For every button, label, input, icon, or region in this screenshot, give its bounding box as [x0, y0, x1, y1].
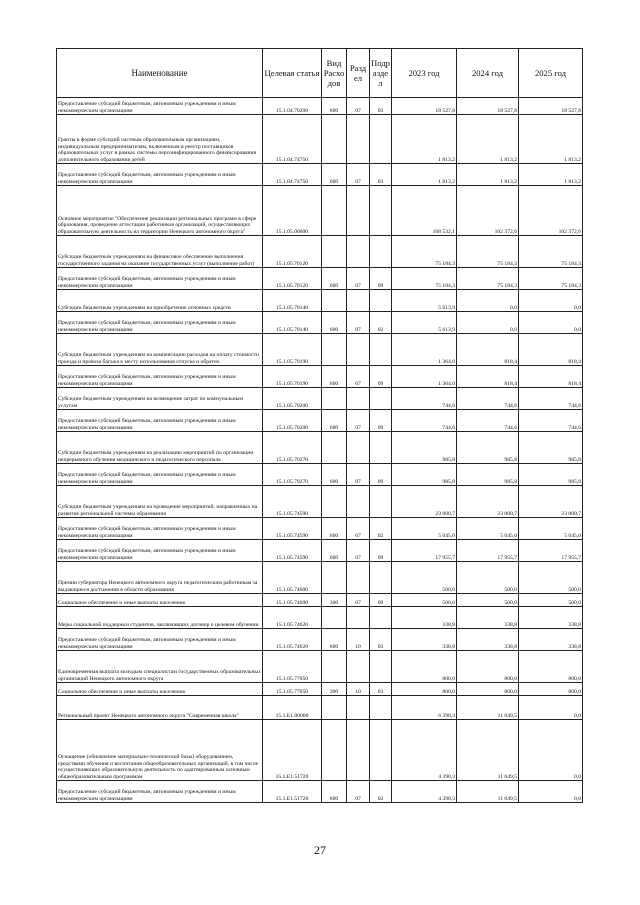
header-year-2023: 2023 год — [392, 49, 457, 98]
row-expense-type-cell — [322, 696, 347, 720]
row-target-article-cell: 15.1.05.74620 — [263, 629, 322, 651]
row-name-cell: Социальное обеспечение и иные выплаты населению — [57, 683, 263, 696]
row-amount-2023-cell: 17 955,7 — [392, 540, 457, 562]
row-name-cell: Гранты в форме субсидий частным образовательным организациям, индивидуальным предпринимателям, включенным в реестр поставщиков образовательных услуг в рамках системы персонифицированного финансирования дополнительного образования детей — [57, 115, 263, 164]
row-amount-2024-cell: 985,8 — [457, 464, 519, 486]
row-amount-2024-cell: 75 184,3 — [457, 236, 519, 268]
table-row — [57, 562, 583, 594]
row-name-cell: Предоставление субсидий бюджетным, автономным учреждениям и иным некоммерческим организациям — [57, 312, 263, 334]
table-row — [57, 629, 583, 651]
row-name-cell: Субсидии бюджетным учреждениям на компенсацию расходов на оплату стоимости проезда и провоза багажа к месту использования отпуска и обратно — [57, 334, 263, 366]
row-amount-2024-cell: 1 813,2 — [457, 164, 519, 186]
row-name-cell: Предоставление субсидий бюджетным, автономным учреждениям и иным некоммерческим организациям — [57, 98, 263, 115]
row-amount-2025-cell: 0,0 — [519, 720, 583, 781]
row-amount-2023-cell: 500,0 — [392, 594, 457, 607]
row-amount-2024-cell: 744,6 — [457, 388, 519, 410]
row-expense-type-cell — [322, 388, 347, 410]
row-subsection-cell: 09 — [370, 366, 392, 388]
row-subsection-cell — [370, 651, 392, 683]
row-section-cell: 07 — [347, 410, 370, 432]
table-row — [57, 518, 583, 540]
row-amount-2024-cell: 11 049,5 — [457, 720, 519, 781]
row-section-cell — [347, 388, 370, 410]
row-expense-type-cell — [322, 186, 347, 236]
row-name-cell: Региональный проект Ненецкого автономного округа "Современная школа" — [57, 696, 263, 720]
row-section-cell — [347, 562, 370, 594]
row-subsection-cell: 02 — [370, 518, 392, 540]
row-expense-type-cell — [322, 334, 347, 366]
row-subsection-cell: 09 — [370, 464, 392, 486]
row-amount-2023-cell: 1 364,0 — [392, 334, 457, 366]
row-subsection-cell: 09 — [370, 540, 392, 562]
row-expense-type-cell — [322, 236, 347, 268]
row-target-article-cell: 15.1.05.74600 — [263, 562, 322, 594]
row-amount-2024-cell: 17 955,7 — [457, 540, 519, 562]
row-amount-2023-cell: 5 045,0 — [392, 518, 457, 540]
row-subsection-cell — [370, 607, 392, 629]
row-amount-2024-cell: 818,4 — [457, 366, 519, 388]
row-expense-type-cell: 600 — [322, 629, 347, 651]
row-target-article-cell: 15.1.05.70190 — [263, 366, 322, 388]
row-expense-type-cell — [322, 290, 347, 312]
row-subsection-cell — [370, 186, 392, 236]
row-section-cell: 07 — [347, 268, 370, 290]
row-subsection-cell: 02 — [370, 781, 392, 803]
row-subsection-cell — [370, 562, 392, 594]
row-amount-2023-cell: 338,8 — [392, 607, 457, 629]
table-header-row — [57, 49, 583, 98]
table-row — [57, 186, 583, 236]
row-target-article-cell: 15.1.E1.00000 — [263, 696, 322, 720]
row-amount-2024-cell: 102 372,6 — [457, 186, 519, 236]
row-amount-2025-cell: 744,6 — [519, 388, 583, 410]
row-subsection-cell: 09 — [370, 410, 392, 432]
row-name-cell: Субсидии бюджетным учреждениям на возмещение затрат по коммунальным услугам — [57, 388, 263, 410]
row-target-article-cell: 15.1.05.70190 — [263, 334, 322, 366]
header-subsection: Подр азде л — [370, 49, 392, 98]
row-amount-2024-cell: 500,0 — [457, 594, 519, 607]
header-year-2025: 2025 год — [519, 49, 583, 98]
row-name-cell: Предоставление субсидий бюджетным, автономным учреждениям и иным некоммерческим организациям — [57, 164, 263, 186]
row-expense-type-cell — [322, 651, 347, 683]
row-amount-2024-cell: 23 000,7 — [457, 486, 519, 518]
row-section-cell — [347, 334, 370, 366]
row-name-cell: Основное мероприятие "Обеспечение реализации региональных программ в сфере образования, проведение аттестации работников организаций, осуществляющих образовательную деятельность на территории Ненецкого автономного округа" — [57, 186, 263, 236]
row-expense-type-cell: 600 — [322, 518, 347, 540]
row-section-cell: 07 — [347, 312, 370, 334]
row-section-cell: 07 — [347, 464, 370, 486]
table-row — [57, 432, 583, 464]
row-amount-2023-cell: 338,8 — [392, 629, 457, 651]
row-section-cell: 07 — [347, 164, 370, 186]
row-section-cell: 07 — [347, 98, 370, 115]
row-amount-2024-cell: 18 527,8 — [457, 98, 519, 115]
row-amount-2024-cell: 75 184,3 — [457, 268, 519, 290]
row-name-cell: Субсидии бюджетным учреждениям на приобретение основных средств — [57, 290, 263, 312]
row-amount-2023-cell: 1 813,2 — [392, 164, 457, 186]
row-expense-type-cell — [322, 432, 347, 464]
row-target-article-cell: 15.1.05.70270 — [263, 464, 322, 486]
table-row — [57, 164, 583, 186]
row-amount-2025-cell: 985,8 — [519, 464, 583, 486]
table-row — [57, 312, 583, 334]
row-name-cell: Предоставление субсидий бюджетным, автономным учреждениям и иным некоммерческим организациям — [57, 366, 263, 388]
table-row — [57, 651, 583, 683]
row-amount-2023-cell: 6 390,3 — [392, 696, 457, 720]
row-amount-2024-cell: 338,8 — [457, 607, 519, 629]
row-section-cell — [347, 236, 370, 268]
row-name-cell: Предоставление субсидий бюджетным, автономным учреждениям и иным некоммерческим организациям — [57, 781, 263, 803]
row-amount-2024-cell: 11 049,5 — [457, 696, 519, 720]
row-amount-2023-cell: 800,0 — [392, 651, 457, 683]
row-target-article-cell: 15.1.04.74750 — [263, 115, 322, 164]
row-amount-2025-cell: 800,0 — [519, 651, 583, 683]
table-row — [57, 268, 583, 290]
table-row — [57, 236, 583, 268]
row-amount-2023-cell: 75 184,3 — [392, 268, 457, 290]
table-row — [57, 683, 583, 696]
row-target-article-cell: 15.1.05.74600 — [263, 594, 322, 607]
row-amount-2023-cell: 500,0 — [392, 562, 457, 594]
row-amount-2025-cell: 338,8 — [519, 629, 583, 651]
row-amount-2025-cell: 75 184,3 — [519, 268, 583, 290]
row-subsection-cell — [370, 290, 392, 312]
table-row — [57, 410, 583, 432]
row-expense-type-cell: 600 — [322, 410, 347, 432]
row-amount-2023-cell: 5 613,9 — [392, 312, 457, 334]
row-amount-2024-cell: 818,4 — [457, 334, 519, 366]
row-amount-2023-cell: 800,0 — [392, 683, 457, 696]
table-row — [57, 115, 583, 164]
row-amount-2025-cell: 5 045,0 — [519, 518, 583, 540]
header-name: Наименование — [57, 49, 263, 98]
row-amount-2025-cell: 744,6 — [519, 410, 583, 432]
table-body — [57, 98, 583, 803]
row-name-cell: Предоставление субсидий бюджетным, автономным учреждениям и иным некоммерческим организациям — [57, 629, 263, 651]
row-section-cell — [347, 651, 370, 683]
row-target-article-cell: 15.1.05.74590 — [263, 486, 322, 518]
row-target-article-cell: 15.1.04.70200 — [263, 98, 322, 115]
table-row — [57, 594, 583, 607]
row-amount-2025-cell: 1 813,2 — [519, 164, 583, 186]
row-name-cell: Субсидии бюджетным учреждениям на финансовое обеспечение выполнения государственного задания на оказание государственных услуг (выполнение работ) — [57, 236, 263, 268]
row-target-article-cell: 15.1.05.70120 — [263, 236, 322, 268]
row-expense-type-cell: 600 — [322, 98, 347, 115]
row-target-article-cell: 15.1.E1.51720 — [263, 720, 322, 781]
row-subsection-cell: 03 — [370, 98, 392, 115]
row-amount-2025-cell: 0,0 — [519, 781, 583, 803]
row-amount-2025-cell: 818,4 — [519, 366, 583, 388]
row-amount-2023-cell: 4 390,3 — [392, 720, 457, 781]
row-name-cell: Оснащение (обновление материально-технической базы) оборудованием, средствами обучения и воспитания общеобразовательных организаций, в том числе осуществляющих образовательную деятельность по адаптированным основным общеобразовательным программам — [57, 720, 263, 781]
row-name-cell: Премии губернатора Ненецкого автономного округа педагогическим работникам за выдающиеся достижения в области образования — [57, 562, 263, 594]
row-amount-2023-cell: 5 613,9 — [392, 290, 457, 312]
table-row — [57, 98, 583, 115]
row-target-article-cell: 15.1.05.70200 — [263, 388, 322, 410]
row-target-article-cell: 15.1.05.77050 — [263, 683, 322, 696]
row-expense-type-cell: 600 — [322, 366, 347, 388]
row-subsection-cell: 09 — [370, 268, 392, 290]
table-row — [57, 486, 583, 518]
row-expense-type-cell: 600 — [322, 268, 347, 290]
row-name-cell: Субсидии бюджетным учреждениям на проведение мероприятий, направленных на развитие региональной системы образования — [57, 486, 263, 518]
row-section-cell — [347, 720, 370, 781]
row-subsection-cell — [370, 696, 392, 720]
row-amount-2023-cell: 1 364,0 — [392, 366, 457, 388]
row-amount-2025-cell: 17 955,7 — [519, 540, 583, 562]
row-expense-type-cell: 600 — [322, 464, 347, 486]
row-name-cell: Предоставление субсидий бюджетным, автономным учреждениям и иным некоммерческим организациям — [57, 518, 263, 540]
row-name-cell: Меры социальной поддержки студентов, заключивших договор о целевом обучении — [57, 607, 263, 629]
row-amount-2024-cell: 744,6 — [457, 410, 519, 432]
row-amount-2024-cell: 985,8 — [457, 432, 519, 464]
row-expense-type-cell: 300 — [322, 594, 347, 607]
row-amount-2023-cell: 108 532,1 — [392, 186, 457, 236]
row-target-article-cell: 15.1.05.70140 — [263, 312, 322, 334]
row-subsection-cell: 03 — [370, 683, 392, 696]
row-expense-type-cell: 600 — [322, 312, 347, 334]
row-expense-type-cell: 600 — [322, 164, 347, 186]
row-amount-2025-cell: 75 184,3 — [519, 236, 583, 268]
row-name-cell: Предоставление субсидий бюджетным, автономным учреждениям и иным некоммерческим организациям — [57, 410, 263, 432]
row-amount-2025-cell: 0,0 — [519, 290, 583, 312]
row-amount-2025-cell: 1 813,2 — [519, 115, 583, 164]
row-subsection-cell — [370, 720, 392, 781]
row-subsection-cell — [370, 388, 392, 410]
row-amount-2023-cell: 1 813,2 — [392, 115, 457, 164]
table-row — [57, 334, 583, 366]
row-amount-2023-cell: 18 527,8 — [392, 98, 457, 115]
table-row — [57, 607, 583, 629]
table-row — [57, 540, 583, 562]
row-expense-type-cell: 600 — [322, 540, 347, 562]
row-section-cell — [347, 115, 370, 164]
row-section-cell: 07 — [347, 781, 370, 803]
row-subsection-cell — [370, 486, 392, 518]
row-target-article-cell: 15.1.05.70140 — [263, 290, 322, 312]
row-name-cell: Субсидии бюджетным учреждениям на реализацию мероприятий по организации непрерывного обучения медицинского и педагогического персонала — [57, 432, 263, 464]
row-amount-2024-cell: 500,0 — [457, 562, 519, 594]
table-row — [57, 464, 583, 486]
header-target-article: Целевая статья — [263, 49, 322, 98]
row-subsection-cell: 03 — [370, 629, 392, 651]
row-target-article-cell: 15.1.05.00000 — [263, 186, 322, 236]
row-subsection-cell — [370, 334, 392, 366]
row-name-cell: Социальное обеспечение и иные выплаты населению — [57, 594, 263, 607]
row-amount-2023-cell: 985,8 — [392, 432, 457, 464]
row-amount-2023-cell: 4 390,3 — [392, 781, 457, 803]
row-name-cell: Единовременная выплата молодым специалистам государственных образовательных организаций Ненецкого автономного округа — [57, 651, 263, 683]
row-amount-2025-cell: 102 372,6 — [519, 186, 583, 236]
row-amount-2023-cell: 985,8 — [392, 464, 457, 486]
header-expense-type: Вид Расхо дов — [322, 49, 347, 98]
row-amount-2024-cell: 5 045,0 — [457, 518, 519, 540]
row-amount-2024-cell: 1 813,2 — [457, 115, 519, 164]
row-subsection-cell — [370, 115, 392, 164]
row-name-cell: Предоставление субсидий бюджетным, автономным учреждениям и иным некоммерческим организациям — [57, 268, 263, 290]
row-section-cell — [347, 186, 370, 236]
row-target-article-cell: 15.1.05.77050 — [263, 651, 322, 683]
row-target-article-cell: 15.1.05.70270 — [263, 432, 322, 464]
row-expense-type-cell — [322, 562, 347, 594]
table-row — [57, 388, 583, 410]
row-amount-2023-cell: 744,6 — [392, 388, 457, 410]
table-row — [57, 290, 583, 312]
row-target-article-cell: 15.1.05.70200 — [263, 410, 322, 432]
row-target-article-cell: 15.1.05.74590 — [263, 518, 322, 540]
row-target-article-cell: 15.1.05.74590 — [263, 540, 322, 562]
row-amount-2025-cell: 338,8 — [519, 607, 583, 629]
row-expense-type-cell — [322, 720, 347, 781]
row-amount-2024-cell: 11 049,5 — [457, 781, 519, 803]
row-target-article-cell: 15.1.05.74620 — [263, 607, 322, 629]
row-subsection-cell: 02 — [370, 312, 392, 334]
row-expense-type-cell: 300 — [322, 683, 347, 696]
row-amount-2024-cell: 800,0 — [457, 683, 519, 696]
row-amount-2025-cell: 18 527,8 — [519, 98, 583, 115]
row-amount-2024-cell: 800,0 — [457, 651, 519, 683]
row-section-cell: 10 — [347, 629, 370, 651]
header-section: Разд ел — [347, 49, 370, 98]
row-expense-type-cell — [322, 115, 347, 164]
row-subsection-cell: 03 — [370, 164, 392, 186]
row-expense-type-cell: 600 — [322, 781, 347, 803]
row-amount-2025-cell: 0,0 — [519, 696, 583, 720]
row-amount-2025-cell: 500,0 — [519, 594, 583, 607]
table-row — [57, 696, 583, 720]
row-section-cell — [347, 486, 370, 518]
row-name-cell: Предоставление субсидий бюджетным, автономным учреждениям и иным некоммерческим организациям — [57, 540, 263, 562]
row-name-cell: Предоставление субсидий бюджетным, автономным учреждениям и иным некоммерческим организациям — [57, 464, 263, 486]
row-amount-2025-cell: 818,4 — [519, 334, 583, 366]
row-subsection-cell — [370, 432, 392, 464]
row-amount-2023-cell: 23 000,7 — [392, 486, 457, 518]
row-section-cell — [347, 432, 370, 464]
table-row — [57, 781, 583, 803]
row-section-cell — [347, 290, 370, 312]
row-amount-2025-cell: 800,0 — [519, 683, 583, 696]
row-target-article-cell: 15.1.04.74750 — [263, 164, 322, 186]
row-amount-2025-cell: 500,0 — [519, 562, 583, 594]
row-expense-type-cell — [322, 486, 347, 518]
row-amount-2023-cell: 75 184,3 — [392, 236, 457, 268]
table-row — [57, 366, 583, 388]
budget-table — [56, 48, 583, 803]
page-number: 27 — [314, 843, 326, 857]
row-amount-2024-cell: 0,0 — [457, 290, 519, 312]
row-section-cell: 10 — [347, 683, 370, 696]
row-amount-2025-cell: 985,8 — [519, 432, 583, 464]
row-target-article-cell: 15.1.E1.51720 — [263, 781, 322, 803]
row-section-cell: 07 — [347, 518, 370, 540]
row-amount-2024-cell: 338,8 — [457, 629, 519, 651]
row-amount-2025-cell: 0,0 — [519, 312, 583, 334]
row-section-cell — [347, 696, 370, 720]
row-section-cell: 07 — [347, 540, 370, 562]
row-amount-2025-cell: 23 000,7 — [519, 486, 583, 518]
row-section-cell: 07 — [347, 594, 370, 607]
row-amount-2024-cell: 0,0 — [457, 312, 519, 334]
row-subsection-cell — [370, 236, 392, 268]
row-amount-2023-cell: 744,6 — [392, 410, 457, 432]
row-section-cell — [347, 607, 370, 629]
row-expense-type-cell — [322, 607, 347, 629]
row-section-cell: 07 — [347, 366, 370, 388]
table-row — [57, 720, 583, 781]
row-target-article-cell: 15.1.05.70120 — [263, 268, 322, 290]
row-subsection-cell: 09 — [370, 594, 392, 607]
header-year-2024: 2024 год — [457, 49, 519, 98]
